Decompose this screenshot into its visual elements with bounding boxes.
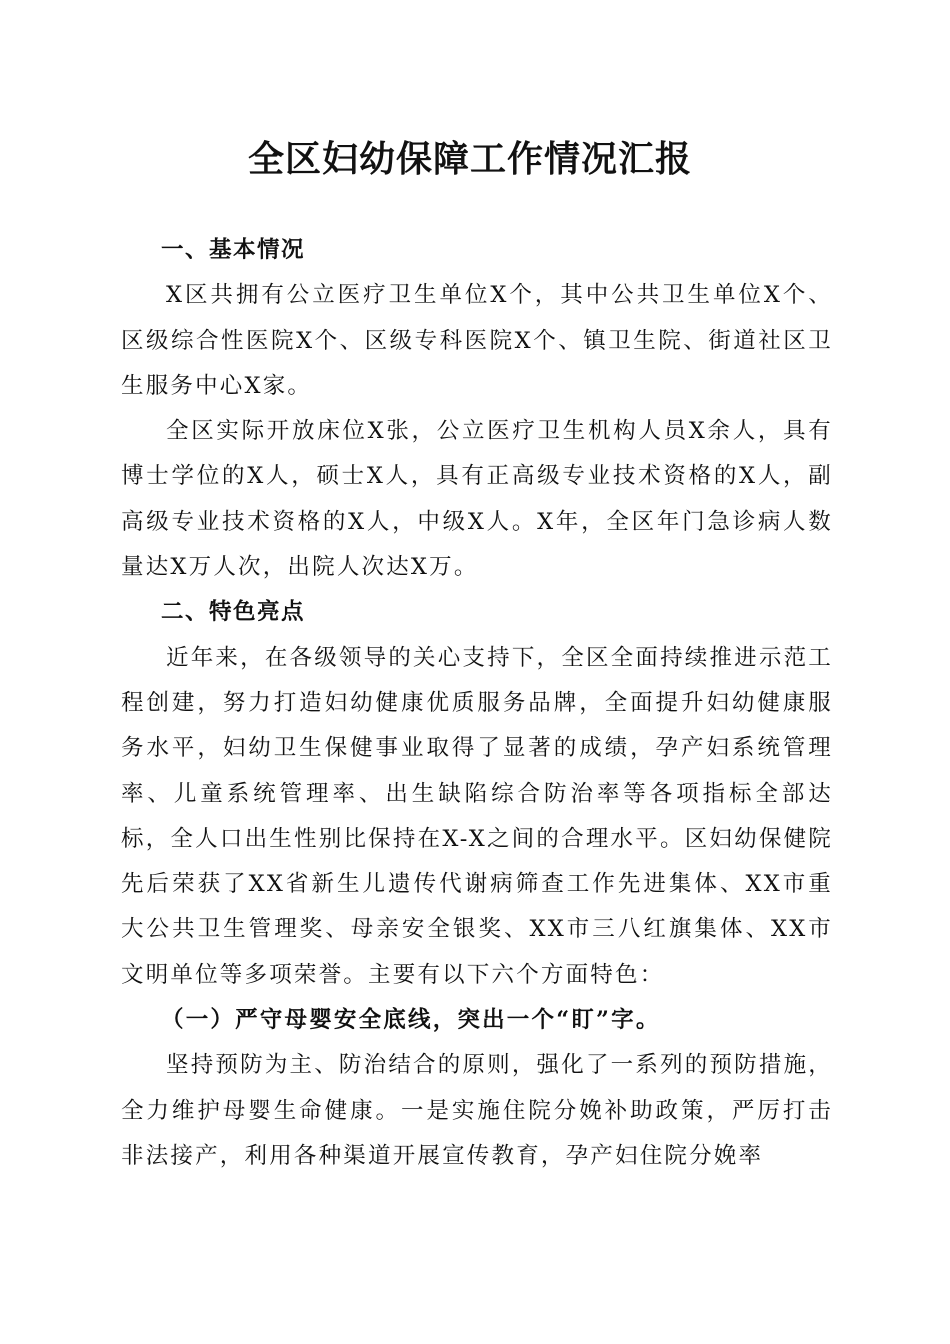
paragraph-medical-units: X区共拥有公立医疗卫生单位X个，其中公共卫生单位X个、区级综合性医院X个、区级专科医院X个、镇卫生院、街道社区卫生服务中心X家。 [121, 282, 833, 399]
section-heading-highlights: 二、特色亮点 [161, 599, 306, 626]
section-heading-basic-info: 一、基本情况 [161, 237, 306, 263]
document-body [121, 228, 833, 1179]
paragraph-achievements: 近年来，在各级领导的关心支持下，全区全面持续推进示范工程创建，努力打造妇幼健康优质服务品牌，全面提升妇幼健康服务水平，妇幼卫生保健事业取得了显著的成绩，孕产妇系统管理率、儿童系统管理率、出生缺陷综合防治率等各项指标全部达标，全人口出生性别比保持在X-X之间的合理水平。区妇幼保健院先后荣获了XX省新生儿遗传代谢病筛查工作先进集体、XX市重大公共卫生管理奖、母亲安全银奖、XX市三八红旗集体、XX市文明单位等多项荣誉。主要有以下六个方面特色： [121, 644, 833, 988]
subsection-heading-maternal-safety: （一）严守母婴安全底线，突出一个“盯”字。 [161, 1007, 661, 1034]
paragraph-prevention: 坚持预防为主、防治结合的原则，强化了一系列的预防措施，全力维护母婴生命健康。一是实施住院分娩补助政策，严厉打击非法接产，利用各种渠道开展宣传教育，孕产妇住院分娩率 [121, 1052, 833, 1169]
paragraph-beds-staff: 全区实际开放床位X张，公立医疗卫生机构人员X余人，具有博士学位的X人，硕士X人，具有正高级专业技术资格的X人，副高级专业技术资格的X人，中级X人。X年，全区年门急诊病人数量达X万人次，出院人次达X万。 [121, 418, 833, 581]
page-title: 全区妇幼保障工作情况汇报 [247, 138, 692, 180]
